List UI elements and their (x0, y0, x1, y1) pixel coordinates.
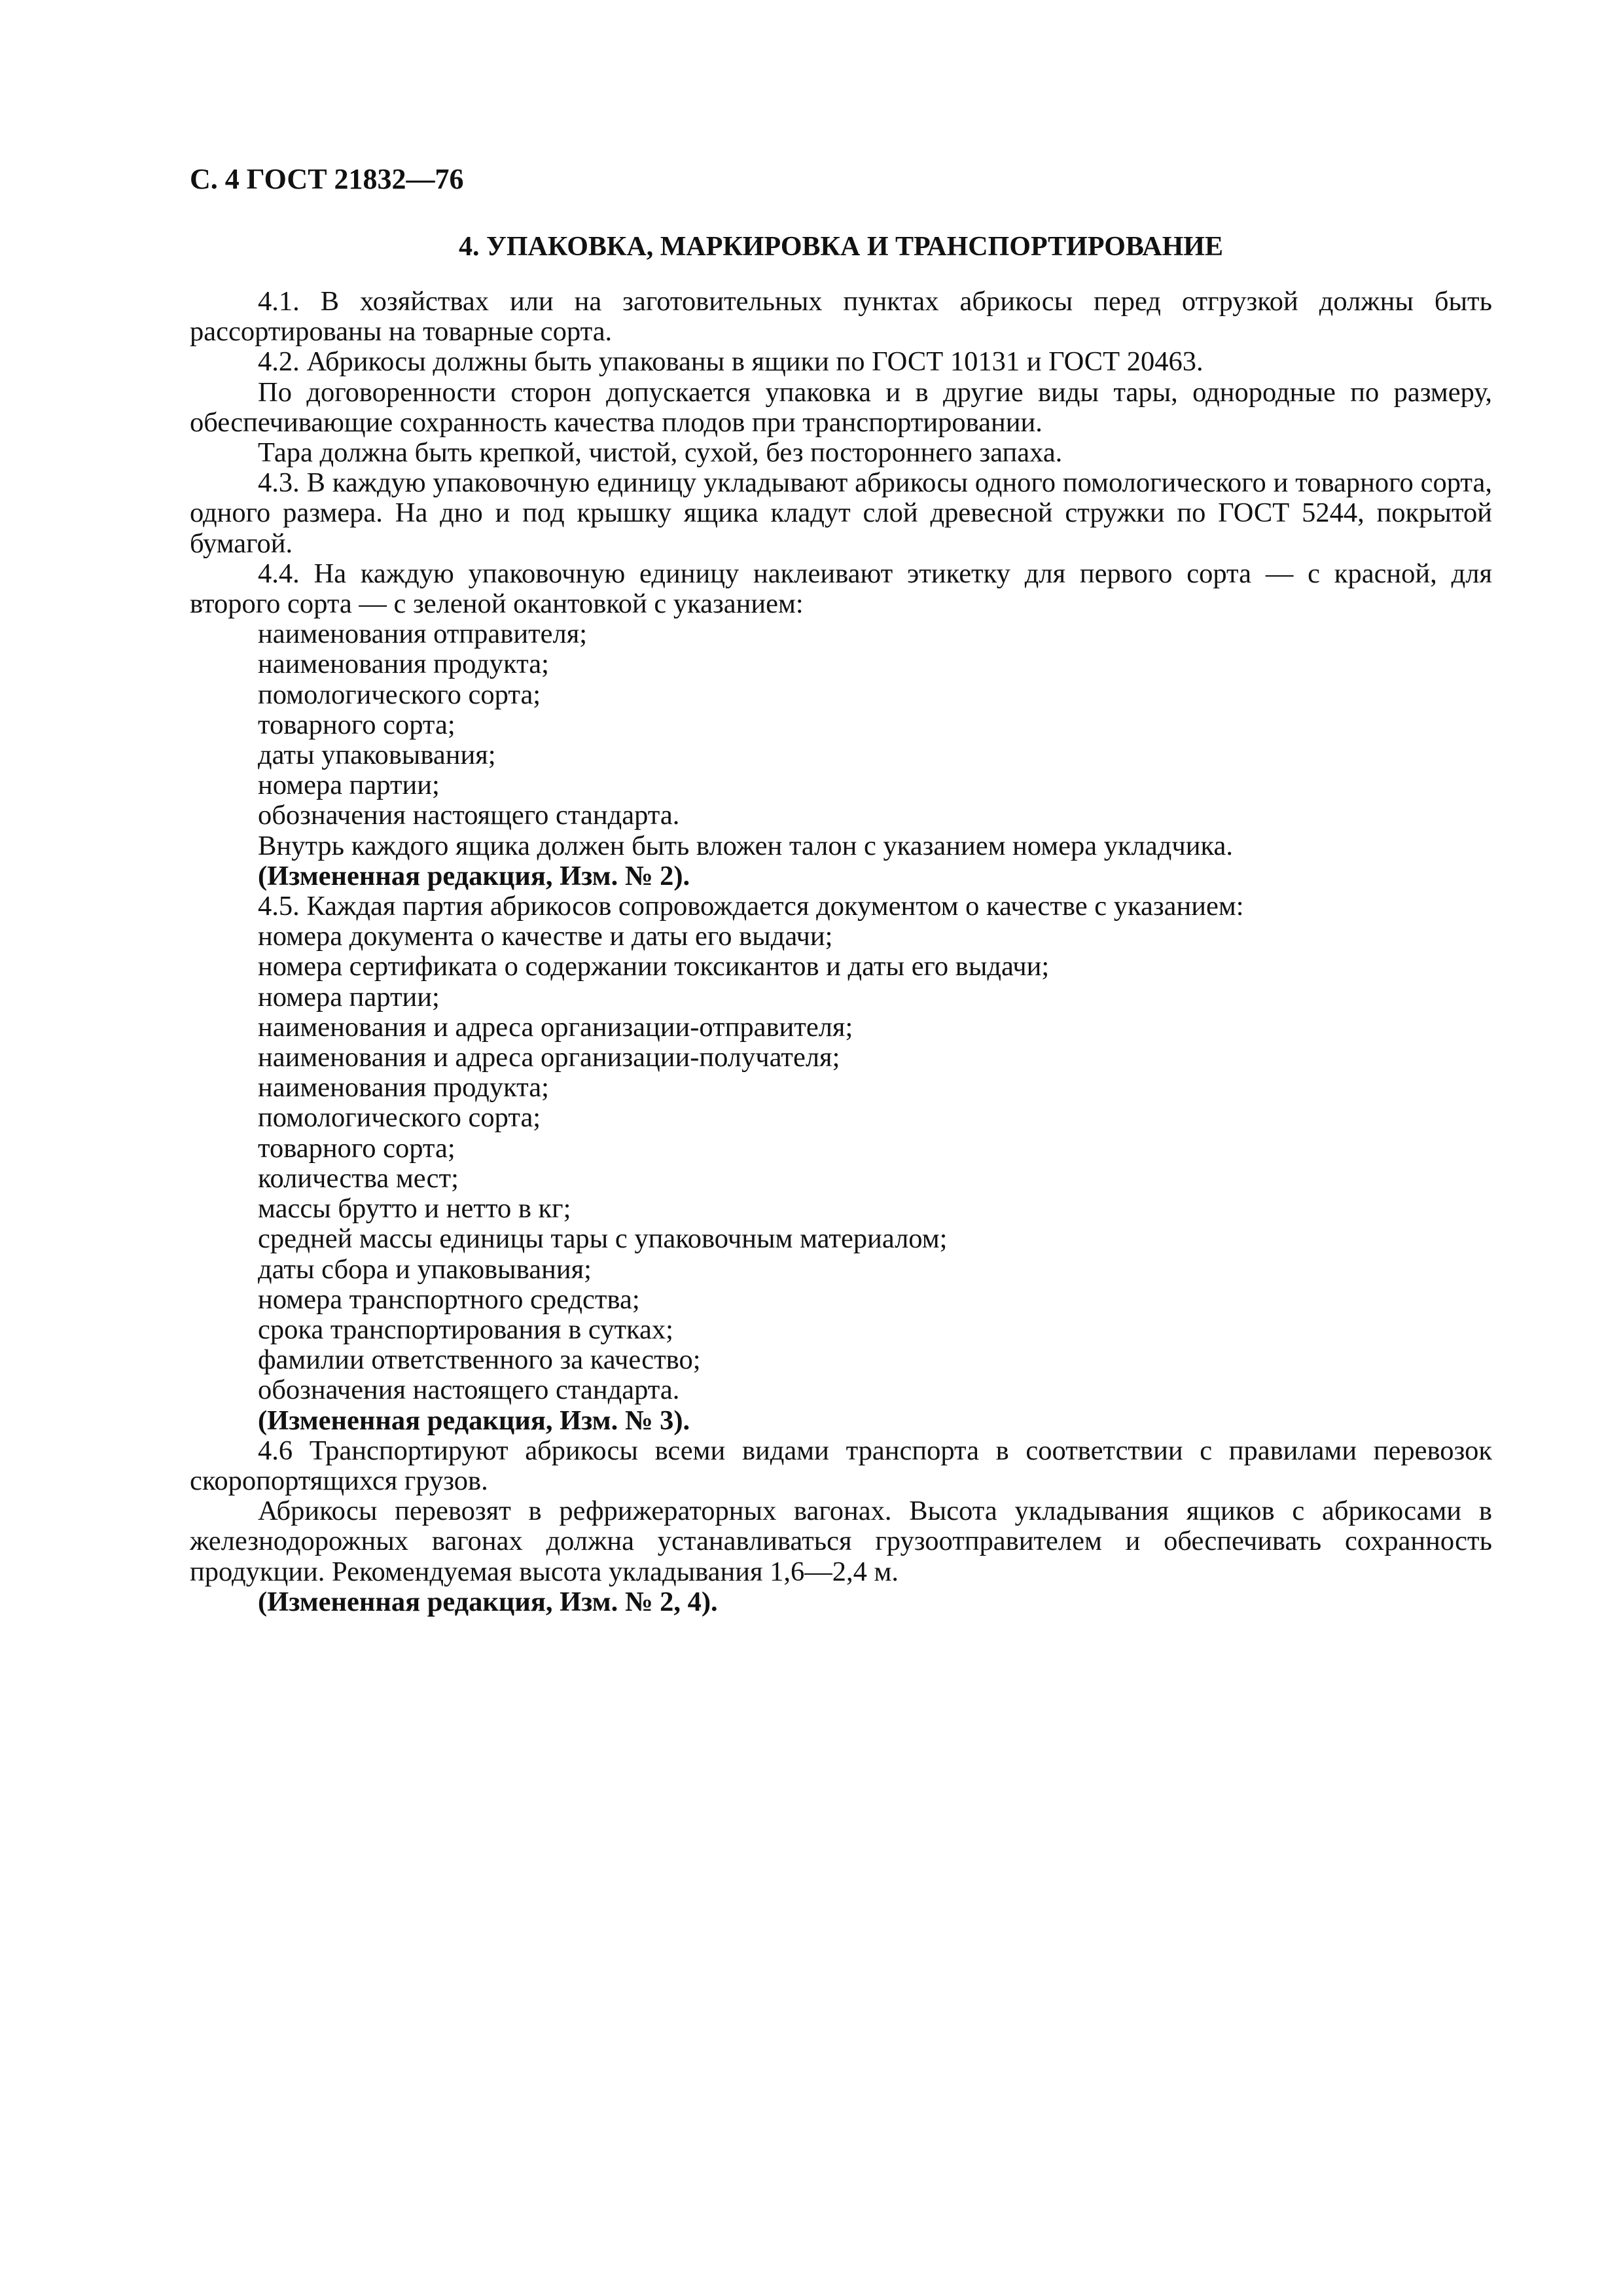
paragraph-4-5: 4.5. Каждая партия абрикосов сопровождается документом о качестве с указанием: (258, 891, 1244, 922)
list-item: обозначения настоящего стандарта. (258, 1374, 680, 1406)
list-item: товарного сорта; (258, 709, 455, 740)
list-item: номера партии; (258, 981, 440, 1013)
list-item: фамилии ответственного за качество; (258, 1344, 701, 1376)
list-item: номера документа о качестве и даты его выдачи; (258, 921, 833, 952)
list-item: номера транспортного средства; (258, 1283, 640, 1315)
list-item: номера партии; (258, 770, 440, 801)
paragraph-4-2-container: Тара должна быть крепкой, чистой, сухой, без постороннего запаха. (258, 437, 1063, 469)
list-item: наименования продукта; (258, 1072, 549, 1103)
paragraph-4-6-transport: Абрикосы перевозят в рефрижераторных вагонах. Высота укладывания ящиков с абрикосами в железнодорожных вагонах должна устанавливаться грузоотправителем и обеспечивать сохранность продукции. Рекомендуемая высота укладывания 1,6—2,4 м. (190, 1496, 1492, 1587)
list-item: даты упаковывания; (258, 740, 496, 771)
list-item: помологического сорта; (258, 679, 541, 710)
document-body (190, 287, 1492, 1617)
paragraph-4-2: 4.2. Абрикосы должны быть упакованы в ящики по ГОСТ 10131 и ГОСТ 20463. (258, 346, 1204, 378)
list-item: наименования продукта; (258, 649, 549, 680)
list-item: наименования отправителя; (258, 619, 588, 650)
list-item: обозначения настоящего стандарта. (258, 800, 680, 831)
list-item: массы брутто и нетто в кг; (258, 1193, 571, 1225)
amendment-note: (Измененная редакция, Изм. № 2). (258, 860, 690, 891)
paragraph-4-2-packaging: По договоренности сторон допускается упаковка и в другие виды тары, однородные по размеру, обеспечивающие сохранность качества плодов при транспортировании. (190, 376, 1492, 438)
list-item: товарного сорта; (258, 1132, 455, 1164)
running-head: С. 4 ГОСТ 21832—76 (190, 163, 464, 195)
list-item: срока транспортирования в сутках; (258, 1314, 673, 1345)
list-item: количества мест; (258, 1162, 459, 1194)
paragraph-4-3: 4.3. В каждую упаковочную единицу укладывают абрикосы одного помологического и товарного сорта, одного размера. На дно и под крышку ящика кладут слой древесной стружки по ГОСТ 5244, покрытой бумагой. (190, 467, 1492, 559)
paragraph-4-4: 4.4. На каждую упаковочную единицу наклеивают этикетку для первого сорта — с красной, для второго сорта — с зеленой окантовкой с указанием: (190, 558, 1492, 620)
section-title: 4. УПАКОВКА, МАРКИРОВКА И ТРАНСПОРТИРОВАНИЕ (459, 232, 1223, 262)
list-item: даты сбора и упаковывания; (258, 1253, 592, 1285)
paragraph-4-4-insert: Внутрь каждого ящика должен быть вложен талон с указанием номера укладчика. (258, 830, 1233, 861)
paragraph-4-6: 4.6 Транспортируют абрикосы всеми видами транспорта в соответствии с правилами перевозок скоропортящихся грузов. (190, 1435, 1492, 1496)
paragraph-4-1: 4.1. В хозяйствах или на заготовительных пунктах абрикосы перед отгрузкой должны быть рассортированы на товарные сорта. (190, 286, 1492, 348)
list-item: номера сертификата о содержании токсикантов и даты его выдачи; (258, 951, 1050, 982)
list-item: наименования и адреса организации-получателя; (258, 1042, 840, 1073)
list-item: помологического сорта; (258, 1102, 541, 1134)
amendment-note: (Измененная редакция, Изм. № 2, 4). (258, 1586, 718, 1617)
list-item: наименования и адреса организации-отправителя; (258, 1011, 853, 1043)
amendment-note: (Измененная редакция, Изм. № 3). (258, 1405, 690, 1436)
list-item: средней массы единицы тары с упаковочным материалом; (258, 1223, 948, 1255)
